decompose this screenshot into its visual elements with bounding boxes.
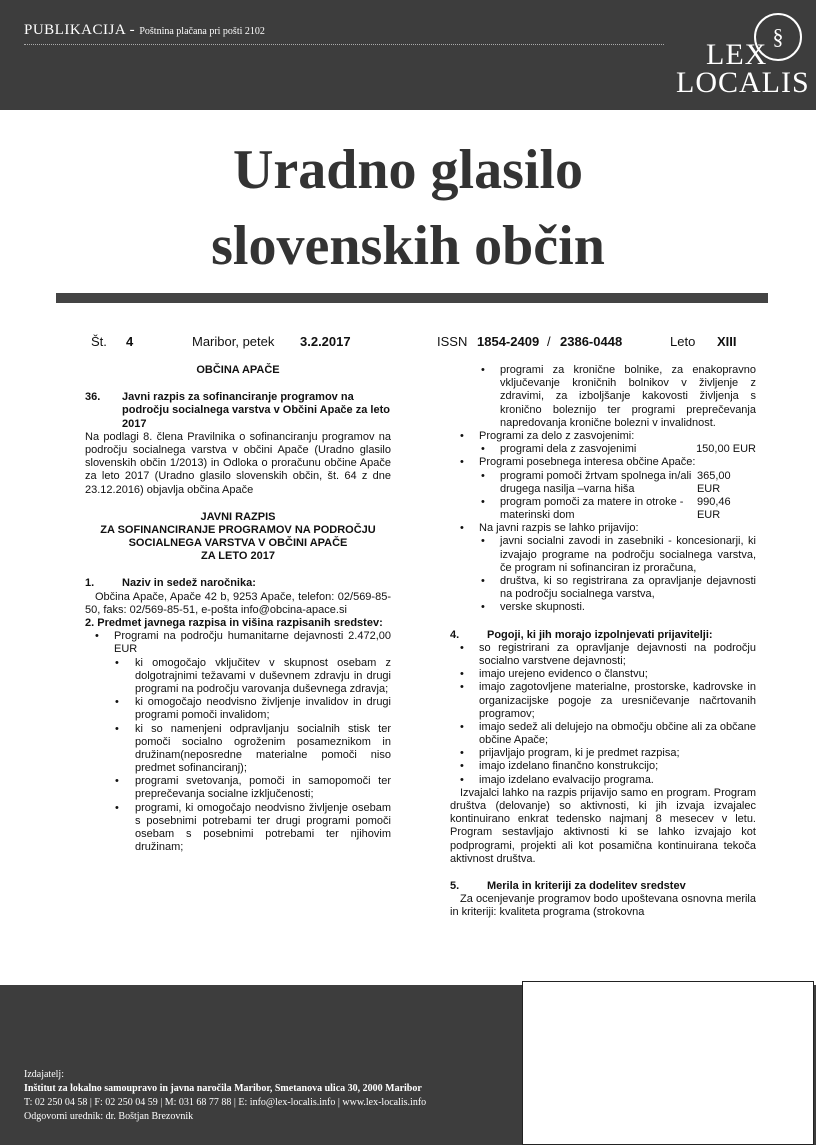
- list-item: [470, 443, 756, 456]
- gazette-title-line-1: Uradno glasilo: [232, 139, 584, 201]
- section-5-title: Merila in kriteriji za dodelitev sredstev: [487, 879, 686, 892]
- publisher-contacts: T: 02 250 04 58 | F: 02 250 04 59 | M: 031 68 77 88 | E: info@lex-localis.info | www.lex-localis.info: [24, 1097, 427, 1108]
- call-heading-3: ZA LETO 2017: [201, 550, 275, 563]
- list-item: • društva, ki so registrirana za opravljanje dejavnosti na področju socialnega varstva,: [470, 575, 756, 601]
- postage-note: Poštnina plačana pri pošti 2102: [139, 26, 265, 37]
- list-item: • ki so namenjeni odpravljanju socialnih stisk ter pomoči socialno ogroženim posameznikom in družinam(neposredne materialne pomoči niso predmet sofinanciranj);: [85, 723, 391, 776]
- section-1-title: Naziv in sedež naročnika:: [122, 577, 256, 590]
- special-amount-1: 365,00 EUR: [696, 469, 731, 495]
- section-2-title: 2. Predmet javnega razpisa in višina razpisanih sredstev:: [85, 617, 383, 629]
- issue-number: 4: [126, 334, 134, 349]
- section-4-number: 4.: [450, 628, 460, 641]
- list-item: • programi, ki omogočajo neodvisno življenje osebam s posebnimi potrebami ter drugi programi pomoči osebam s posebnimi potrebami ter njihovim družinam;: [85, 802, 391, 855]
- special-program-1: • programi pomoči žrtvam spolnega in/ali drugega nasilja –varna hiša: [500, 469, 692, 495]
- volume-label: Leto: [670, 334, 696, 349]
- list-item: • ki omogočajo vključitev v skupnost osebam z dolgotrajnimi težavami v duševnem zdravju in drugi programi na področju varovanja duševnega zdravja;: [85, 657, 391, 697]
- list-item: • imajo izdelano finančno konstrukcijo;: [450, 760, 756, 773]
- list-item: • imajo sedež ali delujejo na območju občine ali za občane občine Apače;: [450, 721, 756, 747]
- blank-panel: [522, 981, 814, 1145]
- publication-label: [24, 22, 265, 39]
- addiction-amount: 150,00 EUR: [696, 443, 756, 456]
- call-heading: [85, 511, 391, 564]
- section-1-text: Občina Apače, Apače 42 b, 9253 Apače, telefon: 02/569-85-50, faks: 02/569-85-51, e-pošta info@obcina-apace.si: [85, 590, 391, 616]
- section-4-text: Izvajalci lahko na razpis prijavijo samo en program. Program društva (delovanje) so aktivnosti, ki jih izvaja izvajalec kontinuirano enkrat tedensko najmanj 8 mesecev v letu. Program sestavljajo aktivnosti ki se lahko izvajajo kot podprogrami, projekti ali kot posamična kontinuirana tekoča aktivnost društva.: [450, 786, 756, 865]
- list-item: [470, 470, 756, 496]
- act-title: Javni razpis za sofinanciranje programov na področju socialnega varstva v Občini Apače za leto 2017: [122, 391, 390, 430]
- continued-list: [450, 364, 756, 615]
- amount-row: [500, 470, 756, 496]
- amount-row: [500, 496, 756, 522]
- list-item: • imajo urejeno evidenco o članstvu;: [450, 668, 756, 681]
- act-number: 36.: [85, 391, 101, 404]
- volume-number: XIII: [717, 334, 737, 349]
- list-item: • imajo zagotovljene materialne, prostorske, kadrovske in organizacijske pogoje za uresničevanje načrtovanih programov;: [450, 681, 756, 721]
- list-item: • verske skupnosti.: [470, 601, 756, 614]
- intro-paragraph: Na podlagi 8. člena Pravilnika o sofinanciranju programov na področju socialnega varstva v občini Apače (Uradno glasilo slovenskih občin 1/2013) in Odloka o proračunu občine Apače za leto 2017 (Uradno glasilo slovenskih občin, št. 64 z dne 23.12.2016) objavlja občina Apače: [85, 430, 391, 496]
- issn-1: 1854-2409: [477, 334, 540, 349]
- issn-separator: /: [547, 334, 551, 349]
- section-2-list: [85, 630, 391, 854]
- special-interest-heading: • Programi posebnega interesa občine Apače:: [450, 456, 756, 469]
- addiction-heading: • Programi za delo z zasvojenimi:: [450, 430, 756, 443]
- municipality-heading: OBČINA APAČE: [196, 364, 280, 376]
- list-item: • javni socialni zavodi in zasebniki - koncesionarji, ki izvajajo programe na področju socialnega varstva, če program ni sofinanciran iz proračuna,: [470, 535, 756, 575]
- publisher-name: Inštitut za lokalno samoupravo in javna naročila Maribor, Smetanova ulica 30, 2000 Maribor: [24, 1083, 422, 1094]
- act-heading: [85, 391, 391, 431]
- issue-date: 3.2.2017: [300, 334, 351, 349]
- gazette-title-line-2: slovenskih občin: [211, 215, 605, 277]
- list-item: • programi za kronične bolnike, za enakopravno vključevanje kroničnih bolnikov v življenje z zdravimi, za izboljšanje kakovosti življenja s kronično boleznijo ter programi preprečevanja napredovanja kronične bolezni v invalidnost.: [470, 364, 756, 430]
- list-item: • prijavljajo program, ki je predmet razpisa;: [450, 747, 756, 760]
- section-1-heading: [85, 577, 391, 590]
- issue-place-day: Maribor, petek: [192, 334, 275, 349]
- call-heading-1: JAVNI RAZPIS: [200, 510, 276, 523]
- issn-label: ISSN: [437, 334, 468, 349]
- section-1-number: 1.: [85, 577, 95, 590]
- section-4-heading: [450, 629, 756, 642]
- section-4-title: Pogoji, ki jih morajo izpolnjevati prijavitelji:: [487, 628, 713, 641]
- issn-2: 2386-0448: [560, 334, 623, 349]
- header-dotted-rule: [24, 44, 664, 45]
- eligible-heading: • Na javni razpis se lahko prijavijo:: [450, 522, 756, 535]
- logo-line-2: LOCALIS: [676, 66, 810, 99]
- section-5-heading: [450, 880, 756, 893]
- list-item: • programi svetovanja, pomoči in samopomoči ter preprečevanja socialne izključenosti;: [85, 775, 391, 801]
- issue-number-label: Št.: [91, 334, 107, 349]
- special-amount-2: 990,46 EUR: [696, 495, 731, 522]
- lex-localis-seal-icon: §: [754, 13, 802, 61]
- section-4-list: [450, 642, 756, 787]
- addiction-program: • programi dela z zasvojenimi: [500, 443, 637, 456]
- list-item: • imajo izdelano evalvacijo programa.: [450, 774, 756, 787]
- section-5-text: Za ocenjevanje programov bodo upoštevana osnovna merila in kriteriji: kvaliteta programa (strokovna: [450, 893, 756, 919]
- list-item: • Programi na področju humanitarne dejavnosti 2.472,00 EUR: [85, 630, 391, 656]
- list-item: • so registrirani za opravljanje dejavnosti na področju socialno varstvene dejavnosti;: [450, 642, 756, 668]
- publisher-label: Izdajatelj:: [24, 1069, 64, 1080]
- list-item: • ki omogočajo neodvisno življenje invalidov in drugi programi pomoči invalidom;: [85, 696, 391, 722]
- list-item: [470, 496, 756, 522]
- publication-text: PUBLIKACIJA -: [24, 22, 136, 38]
- logo-line-1: LEX: [706, 38, 768, 71]
- left-column: [85, 364, 391, 854]
- responsible-editor: Odgovorni urednik: dr. Boštjan Brezovnik: [24, 1111, 194, 1122]
- right-column: [450, 364, 756, 920]
- special-program-2: • program pomoči za matere in otroke - materinski dom: [500, 495, 684, 522]
- section-5-number: 5.: [450, 879, 460, 892]
- call-heading-2: ZA SOFINANCIRANJE PROGRAMOV NA PODROČJU SOCIALNEGA VARSTVA V OBČINI APAČE: [100, 523, 376, 550]
- amount-row: [500, 443, 756, 456]
- title-rule: [56, 293, 768, 303]
